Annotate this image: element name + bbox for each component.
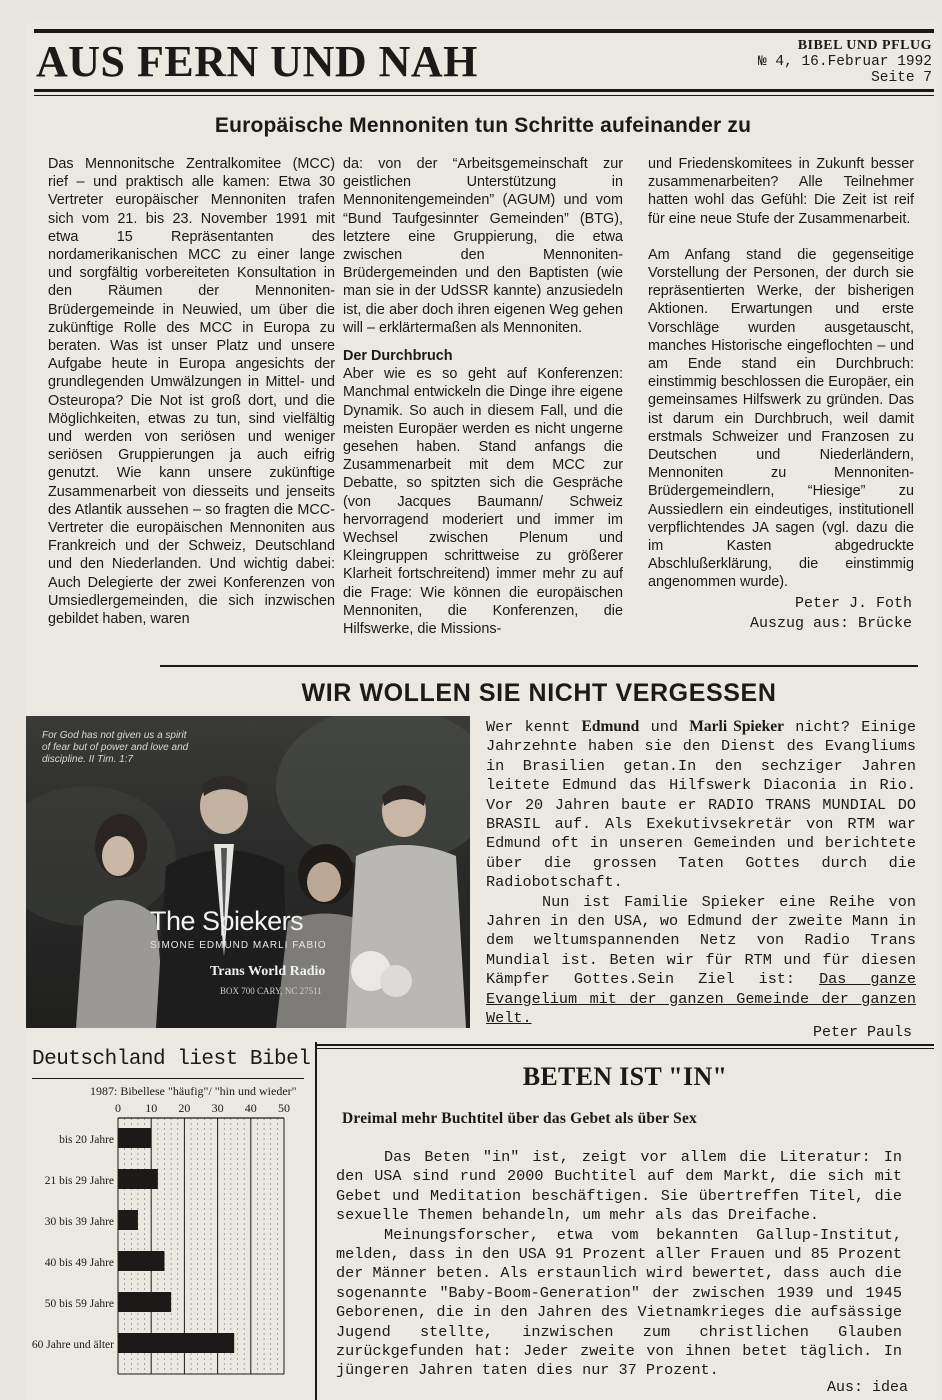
x-tick-label: 0: [115, 1101, 121, 1115]
paragraph: Wer kennt Edmund und Marli Spieker nicht? Einige Jahrzehnte haben sie den Dienst des Evangliums in Brasilien getan.In den sechziger Jahren leitete Edmund das Hilfswerk Diaconia in Rio. Vor 20 Jahren baute er RADIO TRANS MUNDIAL DO BRASIL auf. Als Exekutivsekretär von RTM war Edmund oft in unseren Gemeinden und berichtete über die grossen Taten Gottes durch die Radiobotschaft.: [486, 718, 916, 892]
spieker-family-photo: [26, 716, 470, 1028]
category-label: bis 20 Jahre: [59, 1134, 114, 1146]
paragraph: Das Beten "in" ist, zeigt vor allem die Literatur: In den USA sind rund 2000 Buchtitel auf dem Markt, die sich mit Gebet und Meditation beschäftigen. Sie übertreffen Titel, die sexuelle Themen behandeln, um mehr als das Dreifache.: [336, 1148, 902, 1225]
author: Peter J. Foth: [794, 595, 912, 612]
subheading-durchbruch: Der Durchbruch: [343, 348, 453, 365]
article-beten-rule-thin: [316, 1048, 934, 1049]
x-tick-label: 40: [244, 1101, 257, 1115]
paragraph: Aber wie es so geht auf Konferenzen: Manchmal entwickeln die Dinge ihre eigene Dynamik. So auch in diesem Fall, und die meisten Europäer werden es nicht ungerne gesehen haben. Stand anfangs die Zusammenarbeit mit dem MCC zur Debatte, so spitzten sich die Gespräche (von Jacques Baumann/ Schweiz hervorragend moderiert und immer im Wechsel zwischen Plenum und Kleingruppen schrittweise zu größerer Klarheit fortschreitend) immer mehr zu auf die Frage: Wie können die europäischen Mennoniten, die Konferenzen, die Hilfswerke, die Missions-: [343, 366, 623, 638]
category-label: 60 Jahre und älter: [31, 1339, 114, 1351]
bar: [118, 1210, 138, 1230]
article-spieker-title: WIR WOLLEN SIE NICHT VERGESSEN: [301, 679, 777, 707]
article-beten-title: BETEN IST "IN": [522, 1062, 728, 1091]
article-mennoniten-column-1: [48, 155, 335, 634]
x-tick-label: 50: [278, 1101, 290, 1115]
article-spieker-byline: Peter Pauls: [812, 1024, 912, 1041]
paragraph: Das Mennonitsche Zentralkomitee (MCC) rief – und praktisch alle kamen: Etwa 30 Vertreter europäischer Mennoniten trafen sich vom 21. bis 23. November 1991 mit etwa 15 Repräsentanten des nordamerikanischen MCC zu einer lange und sorgfältig vorbereiteten Konsultation in den Räumen der Mennoniten-Brüdergemeinde in Neuwied, um über die zukünftige Rolle des MCC in Europa zu beraten. Was ist unser Platz und unsere Aufgabe heute in Europa angesichts der grundlegenden Umwälzungen in Mittel- und Osteuropa? Die Not ist groß dort, und die Möglichkeiten, etwas zu tun, sind vielfältig und werden von seriösen und weniger seriösen Gruppierungen ja auch eifrig genutzt. Wie kann unsere zukünftige Zusammenarbeit von diesseits und jenseits des Atlantik aussehen – so fragten die MCC-Vertreter die europäischen Mennoniten aus Frankreich und der Schweiz, Deutschland und den Niederlanden. Und wichtig dabei: Auch Delegierte der zwei Konferenzen von Umsiedlergemeinden, die sich inzwischen gebildet haben, waren: [48, 156, 335, 628]
category-label: 50 bis 59 Jahre: [44, 1298, 114, 1310]
article-beten-subtitle: Dreimal mehr Buchtitel über das Gebet als über Sex: [342, 1110, 698, 1127]
article-mennoniten-column-3: [648, 155, 914, 598]
category-label: 40 bis 49 Jahre: [44, 1257, 114, 1269]
section-title: AUS FERN UND NAH: [36, 37, 478, 86]
x-tick-label: 10: [145, 1101, 158, 1115]
underlined-goal: Das ganze Evangelium mit der ganzen Gemeinde der ganzen Welt.: [486, 970, 916, 1028]
bar: [118, 1333, 234, 1353]
paragraph: und Friedenskomitees in Zukunft besser zusammenarbeiten? Alle Teilnehmer hatten wohl das Gefühl: Die Zeit ist reif für eine neue Stufe der Zusammenarbeit.: [648, 156, 914, 227]
source: Auszug aus: Brücke: [749, 615, 912, 632]
bibellese-chart: [26, 1098, 311, 1398]
article-spieker-rule: [160, 665, 918, 667]
category-label: 21 bis 29 Jahre: [44, 1175, 114, 1187]
paragraph: Nun ist Familie Spieker eine Reihe von Jahren in den USA, wo Edmund der zweite Mann in dem weltumspannenden Netz von Radio Trans Mundial ist. Beten wir für RTM und für diesen Kämpfer Gottes.Sein Ziel ist: Das ganze Evangelium mit der ganzen Gemeinde der ganzen Welt.: [486, 892, 916, 1028]
article-beten-source: Aus: idea: [826, 1379, 908, 1396]
photo-caption-radio: Trans World Radio: [210, 964, 326, 979]
paragraph: Am Anfang stand die gegenseitige Vorstellung der Personen, der durch sie repräsentierten Werke, der bisherigen Aktionen. Erwartungen und erste Vorschläge wurden ausgetauscht, manches Historische eingeflochten – und am Ende stand ein Durchbruch: einstimmig beschlossen die Europäer, ein gemeinsames Hilfswerk zu gründen. Das ist darum ein Durchbruch, weil damit erstmals Schweizer und Franzosen zu Deutschen und Niederländern, Mennoniten zu Mennoniten-Brüdergemeindlern, “Hiesige” zu Aussiedlern ein eindeutiges, institutionell verpflichtendes JA sagen (vgl. dazu die im Kasten abgedruckte Abschlußerklärung, die einstimmig angenommen wurde).: [648, 246, 914, 591]
paragraph: Meinungsforscher, etwa vom bekannten Gallup-Institut, melden, dass in den USA 91 Prozent aller Frauen und 85 Prozent der Männer beten. Als erstaunlich wird bewertet, dass auch die sogenannte "Baby-Boom-Generation" der zwischen 1939 und 1945 Geborenen, die in den Jahren des Vietnamkrieges die aufsässige Jugend stellte, inzwischen zum christlichen Glauben zurückgefunden hat: Jeder zweite von ihnen betet täglich. In jüngeren Jahren taten dies nur 37 Prozent.: [336, 1225, 902, 1380]
name-marli-spieker: Marli Spieker: [689, 718, 784, 735]
photo-bible-verse: For God has not given us a spirit of fear but of power and love and discipline. II Tim. 1:7: [42, 730, 189, 765]
article-mennoniten-byline: [750, 594, 912, 634]
page-number: Seite 7: [871, 70, 932, 86]
article-beten-rule: [316, 1044, 934, 1046]
column-divider: [315, 1042, 317, 1400]
publication-name: BIBEL UND PFLUG: [797, 38, 932, 53]
paragraph: da: von der “Arbeitsgemeinschaft zur geistlichen Unterstützung in Mennonitengemeinden” (AGUM) und vom “Bund Taufgesinnter Gemeinden” (BTG), letztere eine Gruppierung, die etwa zwischen den Mennoniten-Brüdergemeinden und den Baptisten (wie man sie in der UdSSR kannte) anzusiedeln ist, die aber doch ihren eigenen Weg gehen will – erklärtermaßen als Mennoniten.: [343, 156, 623, 336]
issue-info: [758, 38, 932, 86]
header-rule-top: [34, 29, 934, 33]
article-beten-body: [336, 1148, 902, 1381]
name-edmund: Edmund: [581, 718, 640, 735]
header-rule-bottom-thin: [34, 95, 934, 96]
category-label: 30 bis 39 Jahre: [44, 1216, 114, 1228]
issue-number: № 4, 16.Februar 1992: [757, 54, 932, 70]
header-rule-bottom: [34, 89, 934, 92]
chart-heading: Deutschland liest Bibel: [32, 1048, 311, 1071]
chart-subtitle: 1987: Bibellese "häufig"/ "hin und wieder": [90, 1084, 297, 1098]
article-mennoniten-title: Europäische Mennoniten tun Schritte aufeinander zu: [214, 114, 752, 137]
bar: [118, 1128, 151, 1148]
photo-caption-names: SIMONE EDMUND MARLI FABIO: [150, 940, 327, 951]
photo-caption-address: BOX 700 CARY, NC 27511: [220, 986, 322, 996]
x-tick-label: 20: [178, 1101, 191, 1115]
chart-rule: [32, 1078, 304, 1079]
x-tick-label: 30: [211, 1101, 224, 1115]
bar: [118, 1169, 158, 1189]
newspaper-page: [26, 22, 940, 1400]
article-mennoniten-column-2: [343, 155, 623, 644]
bar: [118, 1292, 171, 1312]
bar: [118, 1251, 164, 1271]
article-spieker-body: [486, 717, 916, 1029]
photo-caption-title: The Spiekers: [150, 906, 304, 936]
